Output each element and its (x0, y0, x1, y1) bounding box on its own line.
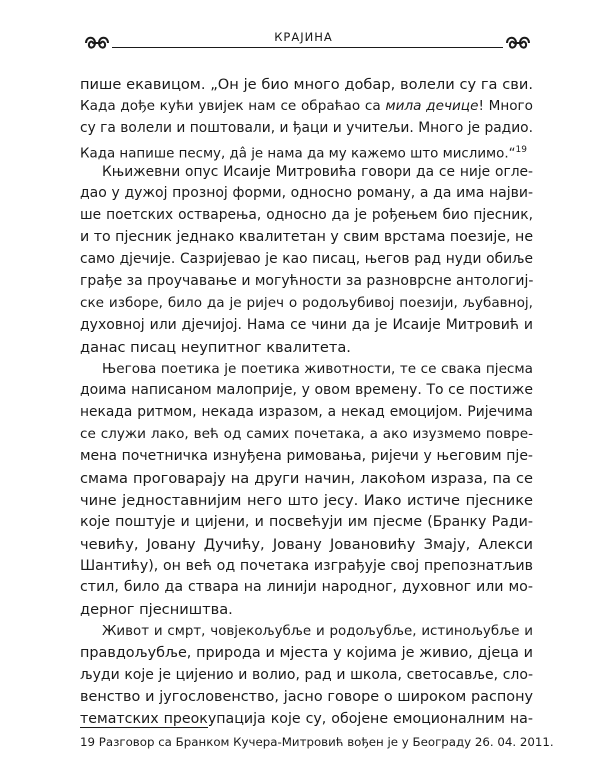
text-line (80, 140, 533, 162)
text-run: ске изборе, било да је ријеч о родољубивој поезији, љубавној, (80, 294, 533, 311)
footnote-rule (80, 727, 208, 728)
text-run: венство и југословенство, јасно говоре о широком распону (80, 688, 533, 705)
ornament-right-icon (503, 33, 533, 53)
text-line (80, 183, 533, 205)
page-header (0, 0, 607, 60)
text-run: чине једноставнијим него што јесу. Иако истиче пјеснике (80, 491, 533, 509)
footnote: 19 Разговор са Бранком Кучера-Митровић вођен је у Београду 26. 04. 2011. (80, 735, 554, 749)
text-run: Када напише песму, дâ је нама да му кажемо што мислимо.“ (80, 146, 516, 162)
text-run: се служи лако, већ од самих почетака, а ако изузмемо поврe- (80, 426, 533, 443)
text-line (80, 271, 533, 293)
text-run: Живот и смрт, човјекољубље и родољубље, истинољубље и (102, 624, 533, 640)
text-run: Његова поетика је поетика животности, те се свака пјесма (102, 360, 533, 377)
text-line (80, 118, 533, 140)
running-title: КРАЈИНА (274, 30, 333, 44)
text-run: Шантићу), он већ од почетака изграђује свој препознатљив (80, 557, 533, 574)
text-run: мена почетничка изнуђена римовања, ријечи у његовим пје- (80, 448, 533, 465)
text-run: пише екавицом. „Он је био много добар, волели су га сви. (80, 76, 533, 93)
text-line (80, 446, 533, 468)
text-line (80, 534, 533, 556)
text-line (80, 359, 533, 381)
text-line (80, 424, 533, 446)
body-text (80, 74, 533, 731)
text-run: Књижевни опус Исаије Митровића говори да се није огле- (102, 163, 533, 180)
text-run: људи које је цијенио и волио, рад и школа, светосавље, сло- (80, 667, 533, 684)
footnote-marker: 19 (515, 144, 527, 155)
text-run: дерног пјесништва. (80, 601, 233, 619)
text-line (80, 556, 533, 578)
text-run: које поштује и цијени, и посвећуји им пјесме (Бранку Ради- (80, 513, 533, 530)
text-run: и то пјесник једнако квалитетан у свим врстама поезије, не (80, 229, 534, 246)
text-run: чевићу, Јовану Дучићу, Јовану Јовановићу Змају, Алекси (80, 535, 533, 553)
text-line (80, 227, 533, 249)
text-line (80, 665, 533, 687)
text-line (80, 337, 533, 359)
text-run: стил, било да ствара на линији народног, духовног или мо- (80, 579, 533, 596)
text-line (80, 74, 533, 96)
text-run: грађе за проучавање и могућности за разноврсне антологиј- (80, 273, 534, 290)
text-run: ! Много (478, 97, 533, 114)
header-rule (112, 47, 503, 48)
text-line (80, 249, 533, 271)
text-line (80, 490, 533, 512)
text-run: некада ритмом, некада изразом, а некад емоцијом. Ријечима (80, 404, 533, 421)
text-line (80, 293, 533, 315)
text-line (80, 599, 533, 621)
text-line (80, 687, 533, 709)
text-line (80, 205, 533, 227)
text-line (80, 621, 533, 643)
text-run: смама проговарају на други начин, лакоћом израза, па се (80, 470, 533, 488)
text-run: су га волели и поштовали, и ђаци и учитељи. Много је радио. (80, 119, 533, 136)
text-run: дао у дужој прозној форми, односно роману, а да има најви- (80, 185, 533, 202)
text-line (80, 468, 533, 490)
text-run: само дјечије. Сазријевао је као писац, његов рад нуди обиље (80, 251, 533, 268)
text-line (80, 96, 533, 118)
text-run: данас писац неупитног квалитета. (80, 338, 351, 356)
text-run: духовној или дјечијој. Нама се чини да је Исаије Митровић и (80, 316, 533, 333)
text-line (80, 162, 533, 184)
text-run: доима написаном малоприје, у овом времену. То се постиже (80, 382, 533, 399)
text-line (80, 643, 533, 665)
text-run: правдољубље, природа и мјеста у којима је живио, дјеца и (80, 645, 533, 662)
text-line (80, 577, 533, 599)
text-run: Када дође кући увијек нам се обраћао са (80, 97, 386, 114)
text-line (80, 512, 533, 534)
text-line (80, 402, 533, 424)
italic-phrase: мила дечице (385, 97, 479, 114)
text-run: тематских преокупација које су, обојене емоционалним на- (80, 710, 533, 727)
text-run: ше поетских остварења, односно да је рођењем био пјесник, (80, 207, 533, 224)
text-line (80, 380, 533, 402)
text-line (80, 315, 533, 337)
